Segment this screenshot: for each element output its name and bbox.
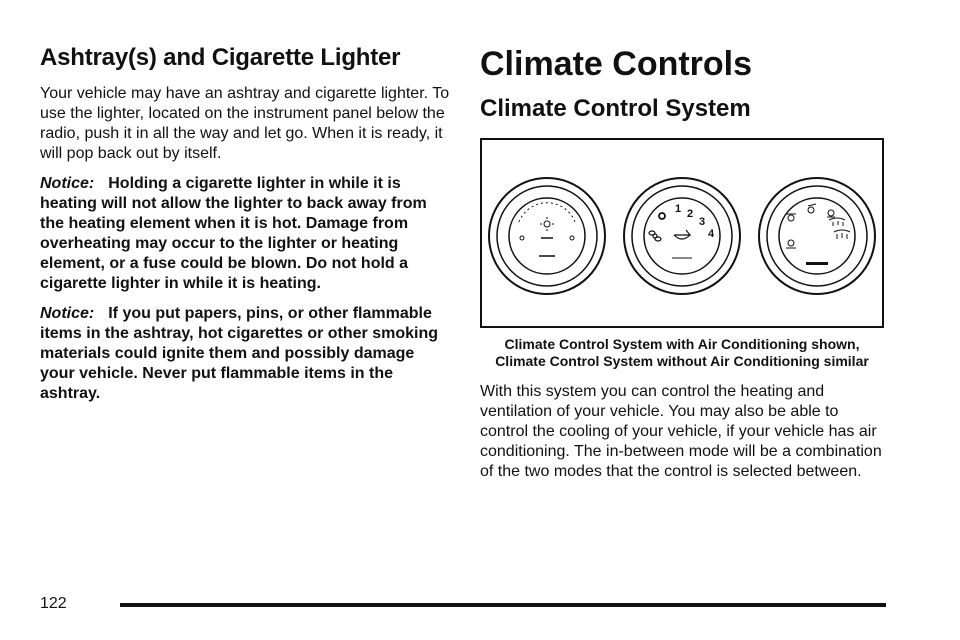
vent-mode-icon: [786, 214, 796, 221]
notice-lighter: [40, 174, 452, 294]
left-column: [40, 44, 452, 414]
sun-icon: [540, 217, 554, 231]
notice-text: If you put papers, pins, or other flammable items in the ashtray, hot cigarettes or other smoking materials could ignite them and possibly damage your vehicle. Never put flammable items in the ashtray.: [40, 305, 439, 402]
fan-icon: [649, 231, 661, 241]
figure-caption: Climate Control System with Air Conditioning shown, Climate Control System without Air Conditioning similar: [495, 336, 869, 369]
footer-rule: [120, 603, 886, 607]
fan-off-mark: [659, 213, 665, 219]
notice-ashtray: [40, 304, 452, 404]
chapter-title: Climate Controls: [480, 45, 753, 83]
climate-control-illustration: [482, 140, 886, 330]
defrost-mode-icon: [829, 218, 845, 226]
floor-defrost-icon: [786, 240, 796, 248]
temperature-knob: [489, 178, 605, 294]
page-number: 122: [40, 595, 67, 612]
fan-speed-2: 2: [687, 208, 694, 220]
notice-label: Notice:: [40, 175, 95, 192]
fan-speed-1: 1: [675, 203, 682, 215]
right-column: [480, 44, 890, 492]
mode-knob: [759, 178, 875, 294]
ashtray-intro: Your vehicle may have an ashtray and cigarette lighter. To use the lighter, located on the instrument panel below the radio, push it in all the way and let go. When it is ready, it will pop back out by itself.: [40, 85, 450, 162]
climate-body: With this system you can control the heating and ventilation of your vehicle. You may also be able to control the cooling of your vehicle, if your vehicle has air conditioning. The in-between mode will be a combination of the two modes that the control is selected between.: [480, 383, 882, 480]
fan-speed-3: 3: [699, 216, 706, 228]
bilevel-mode-icon: [808, 204, 816, 213]
fan-speed-knob: [624, 178, 740, 294]
notice-label: Notice:: [40, 305, 95, 322]
floor-mode-icon: [827, 210, 835, 217]
recirculation-icon: [674, 230, 690, 239]
notice-text: Holding a cigarette lighter in while it is heating will not allow the lighter to back away from the heating element when it is hot. Damage from overheating may occur to the lighter or heating element, or a fuse could be blown. Do not hold a cigarette lighter in while it is heating.: [40, 175, 427, 292]
defrost-icon: [834, 230, 850, 239]
ashtray-heading: Ashtray(s) and Cigarette Lighter: [40, 44, 401, 71]
climate-control-figure: [480, 138, 884, 328]
section-title: Climate Control System: [480, 95, 751, 122]
fan-speed-4: 4: [708, 228, 715, 240]
